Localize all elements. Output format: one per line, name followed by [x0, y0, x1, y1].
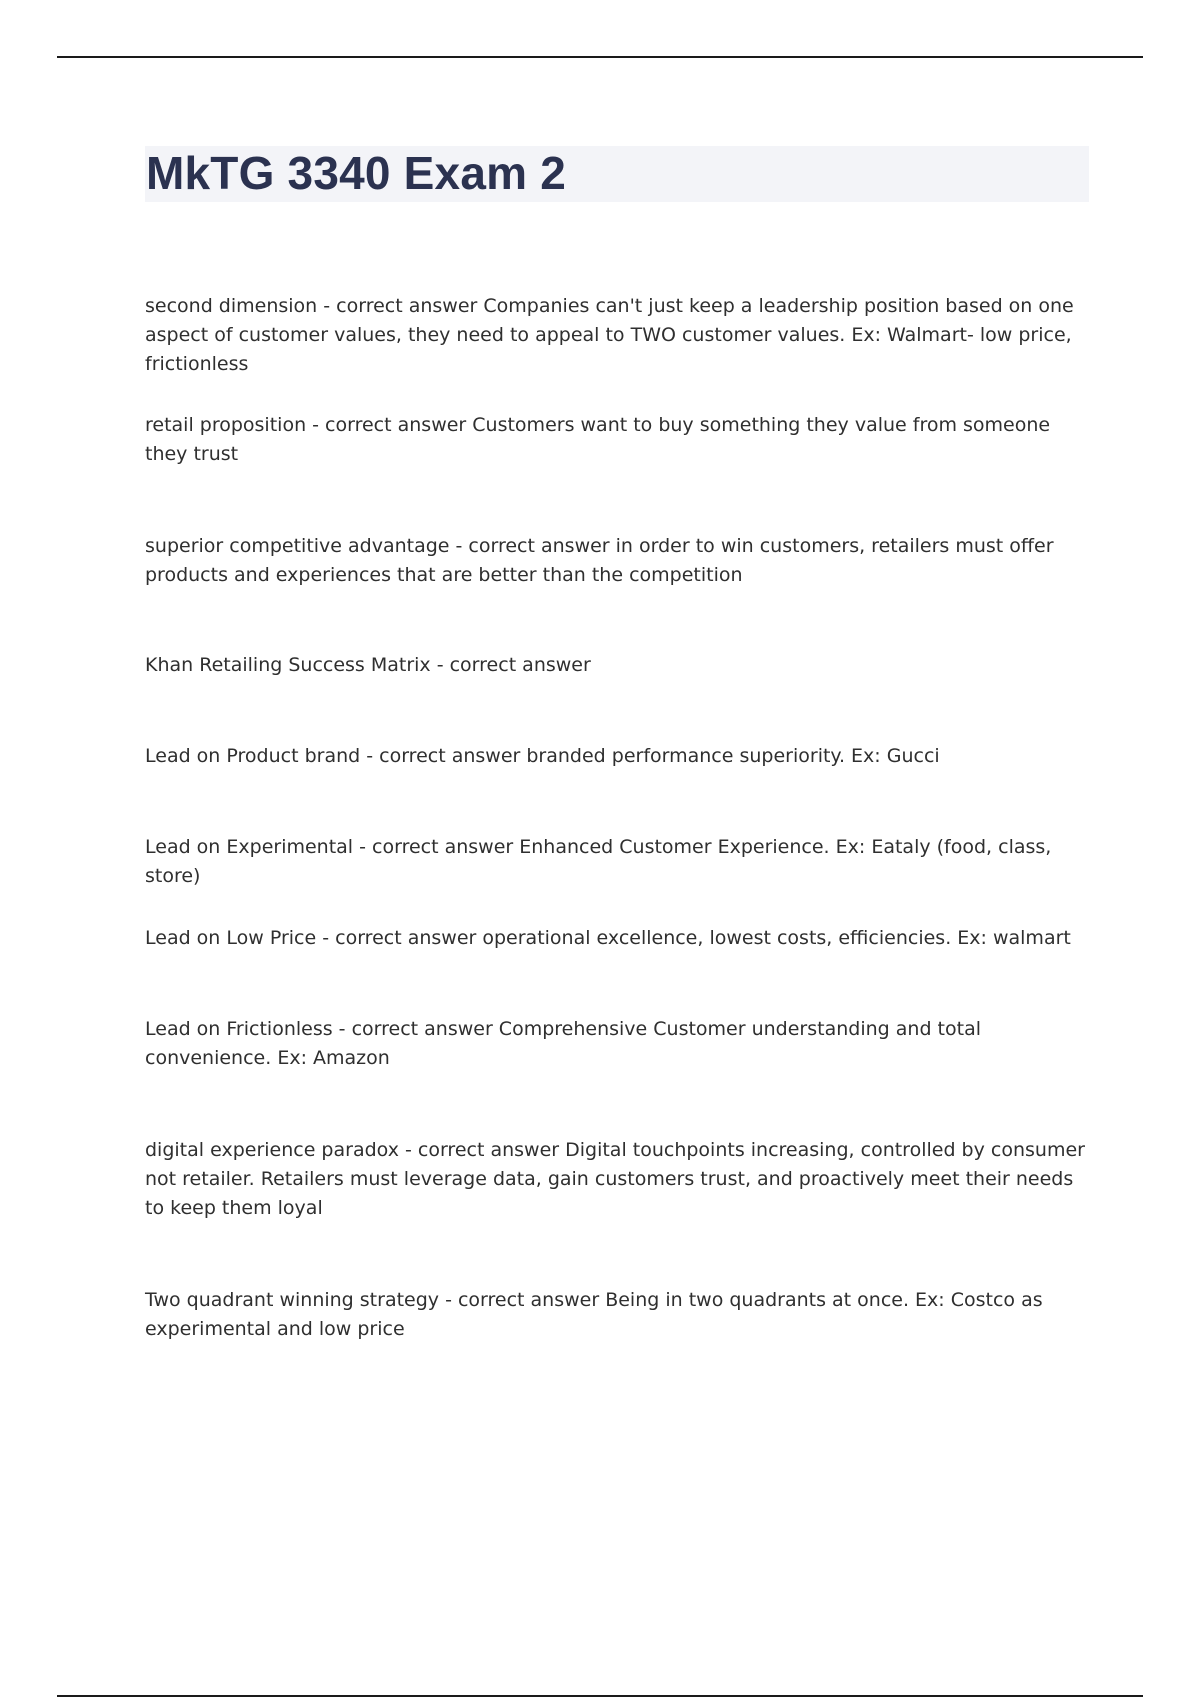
top-rule	[57, 56, 1143, 58]
flashcard-entry: digital experience paradox - correct answer Digital touchpoints increasing, controlled by consumer not retailer. Retailers must leverage data, gain customers trust, and proactively meet their needs to keep them loyal	[145, 1139, 1085, 1219]
flashcard-entry: Lead on Experimental - correct answer Enhanced Customer Experience. Ex: Eataly (food, class, store)	[145, 836, 1052, 887]
page-title: MkTG 3340 Exam 2	[146, 147, 566, 199]
flashcard-entry: retail proposition - correct answer Customers want to buy something they value from someone they trust	[145, 414, 1051, 465]
flashcard-entry: second dimension - correct answer Companies can't just keep a leadership position based on one aspect of customer values, they need to appeal to TWO customer values. Ex: Walmart- low price, frictionless	[145, 295, 1074, 375]
flashcard-entry: superior competitive advantage - correct answer in order to win customers, retailers must offer products and experiences that are better than the competition	[145, 535, 1054, 586]
flashcard-entry: Two quadrant winning strategy - correct answer Being in two quadrants at once. Ex: Costco as experimental and low price	[145, 1289, 1043, 1340]
flashcard-entry: Lead on Low Price - correct answer operational excellence, lowest costs, efficiencies. Ex: walmart	[145, 927, 1071, 949]
flashcard-entry: Lead on Product brand - correct answer branded performance superiority. Ex: Gucci	[145, 745, 940, 767]
bottom-rule	[57, 1695, 1143, 1697]
flashcard-entry: Khan Retailing Success Matrix - correct answer	[145, 654, 591, 676]
flashcard-entry: Lead on Frictionless - correct answer Comprehensive Customer understanding and total convenience. Ex: Amazon	[145, 1018, 981, 1069]
